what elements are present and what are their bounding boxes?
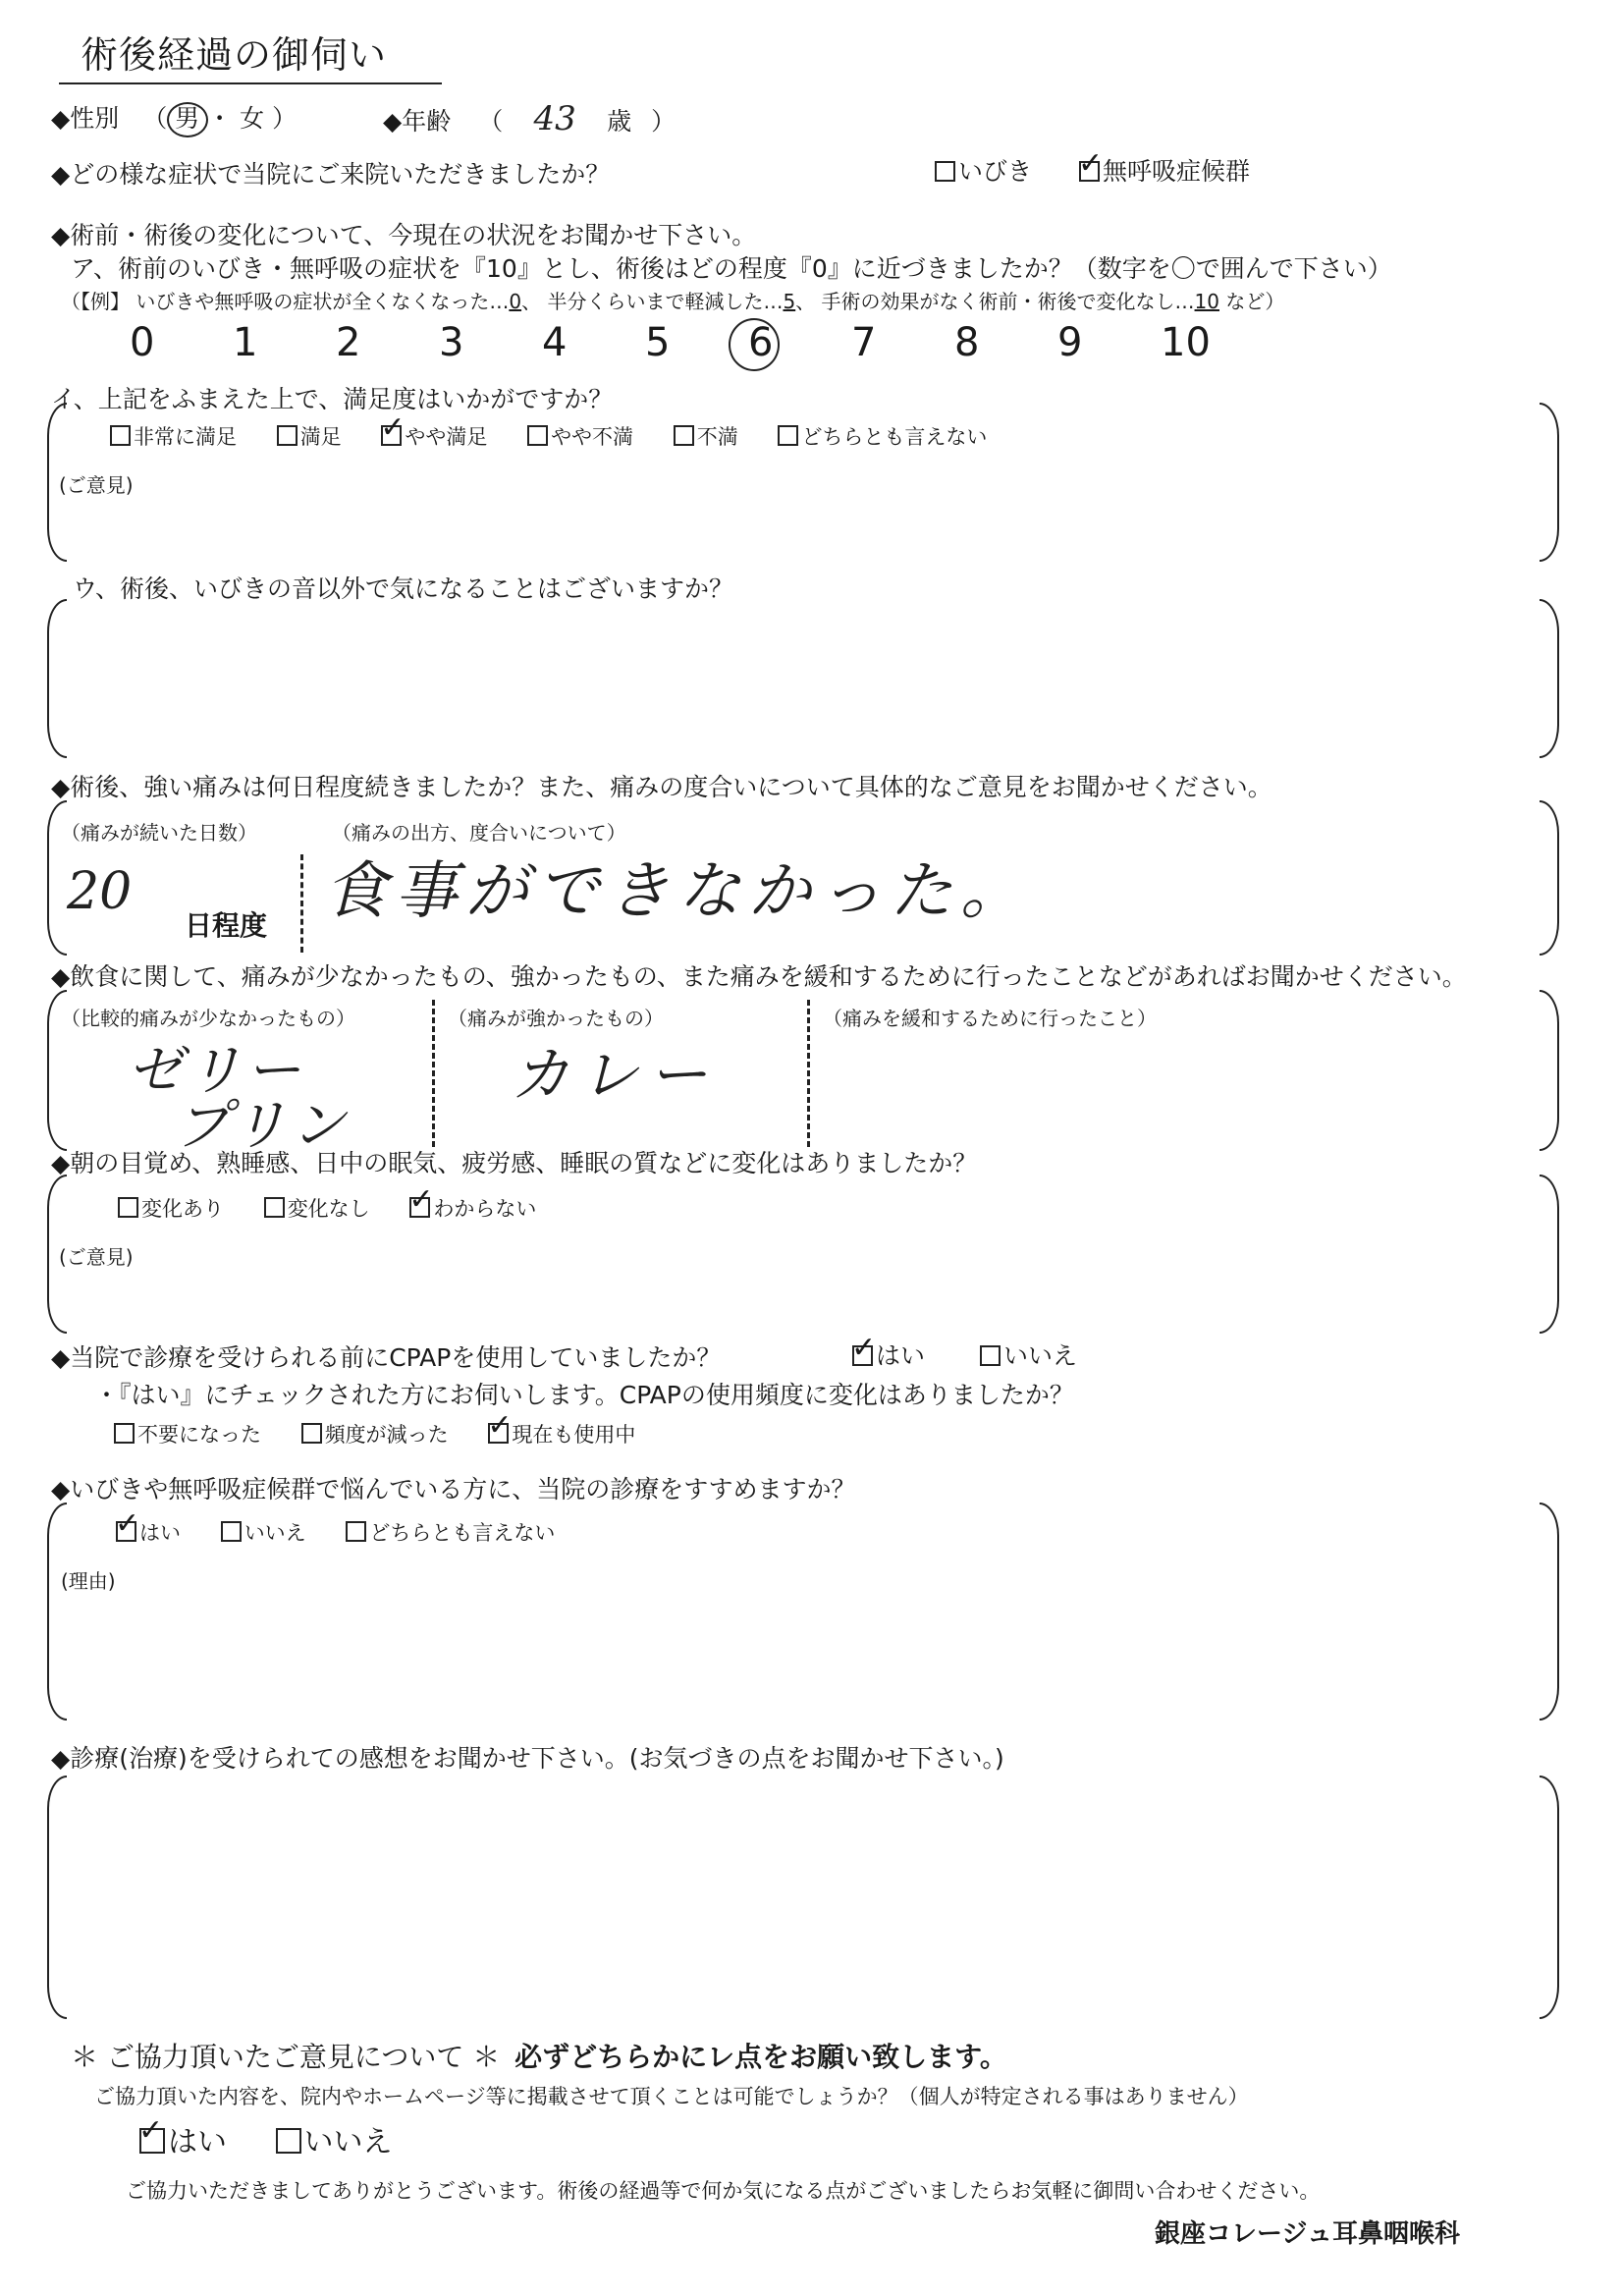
food-col2-label: （痛みが強かったもの） [448,1007,664,1030]
divider [432,1000,435,1147]
option-not-needed[interactable]: 不要になった [114,1422,261,1448]
bracket-right [1540,1175,1559,1334]
pain-days-label: （痛みが続いた日数） [61,821,257,845]
checkbox-checked[interactable] [488,1423,509,1444]
divider [300,854,303,953]
checkbox-checked[interactable] [116,1521,136,1542]
selection-circle [167,102,208,137]
gender-label: ◆性別 [51,104,120,133]
option-apnea[interactable]: ✓ 無呼吸症候群 [1079,157,1250,187]
checkbox[interactable] [980,1345,1001,1366]
opinion-label: (ご意見) [59,473,134,497]
checkbox-checked[interactable] [1079,161,1100,182]
question-cpap: ◆当院で診療を受けられる前にCPAPを使用していましたか？ [51,1343,722,1372]
option-unknown[interactable]: ✓ わからない [409,1196,536,1222]
scale-number[interactable]: 7 [851,320,877,365]
option-changed[interactable]: 変化あり [118,1196,224,1222]
scale-number[interactable]: 10 [1161,320,1211,365]
option-still-using[interactable]: ✓ 現在も使用中 [488,1422,635,1448]
checkbox[interactable] [778,425,798,446]
bracket-right [1540,599,1559,758]
option-neither[interactable]: どちらとも言えない [778,424,987,450]
bracket-right [1540,1776,1559,2019]
satisfaction-options [110,424,1020,450]
question-symptom: ◆どの様な症状で当院にご来院いただきましたか？ [51,160,611,189]
question-food: ◆飲食に関して、痛みが少なかったもの、強かったもの、また痛みを緩和するために行ったことなどがあればお聞かせください。 [51,962,1467,991]
bracket-left [47,599,67,758]
option-ibiki[interactable]: いびき [935,157,1032,187]
scale-number[interactable]: 2 [336,320,361,365]
consent-options [139,2125,426,2160]
checkbox[interactable] [221,1521,242,1542]
scale-number[interactable]: 9 [1057,320,1083,365]
question-other: ウ、術後、いびきの音以外で気になることはございますか？ [73,574,734,603]
checkbox[interactable] [301,1423,322,1444]
pain-degree-label: （痛みの出方、度合いについて） [332,821,626,845]
checkbox[interactable] [935,161,955,182]
scale-number-selected[interactable]: 6 [748,320,774,365]
checkbox-checked[interactable] [139,2128,165,2154]
pain-days-value[interactable]: 20 [67,862,133,921]
thanks-text: ご協力いただきましてありがとうございます。術後の経過等で何か気になる点がございましたらお気軽に御問い合わせください。 [126,2179,1321,2203]
page-title: 術後経過の御伺い [81,33,388,77]
option-satisfied[interactable]: 満足 [277,424,342,450]
opinion-label: (ご意見) [59,1245,134,1269]
checkbox[interactable] [346,1521,366,1542]
gender-row: ◆性別 （ 男 ・ 女 ） [51,104,297,134]
option-consent-no[interactable]: いいえ [276,2125,393,2160]
option-very-satisfied[interactable]: 非常に満足 [110,424,237,450]
recommend-options [116,1520,588,1546]
cpap-followup: ・『はい』にチェックされた方にお伺いします。CPAPの使用頻度に変化はありましたか？ [94,1381,1074,1409]
consent-heading: ＊ ご協力頂いたご意見について ＊ 必ずどちらかにレ点をお願い致します。 [71,2041,1007,2073]
option-cpap-yes[interactable]: ✓ はい [852,1341,925,1371]
gender-female[interactable]: 女 [240,104,265,133]
checkbox-checked[interactable] [381,425,402,446]
age-label: ◆年齢 [383,107,452,136]
scale-number[interactable]: 4 [542,320,568,365]
question-sleep: ◆朝の目覚め、熟睡感、日中の眠気、疲労感、睡眠の質などに変化はありましたか？ [51,1149,978,1177]
option-unsatisfied[interactable]: 不満 [674,424,738,450]
food-col2-value[interactable]: カレー [511,1041,717,1110]
bracket-left [47,1776,67,2019]
option-cpap-no[interactable]: いいえ [980,1341,1077,1371]
question-impression: ◆診療(治療)を受けられての感想をお聞かせ下さい。(お気づきの点をお聞かせ下さい。) [51,1744,1004,1773]
food-col3-label: （痛みを緩和するために行ったこと） [823,1007,1157,1030]
checkbox-checked[interactable] [409,1197,430,1218]
selection-circle [729,318,780,371]
gender-male[interactable]: 男 [175,104,199,134]
bracket-right [1540,403,1559,562]
checkbox[interactable] [114,1423,135,1444]
question-change: ◆術前・術後の変化について、今現在の状況をお聞かせ下さい。 [51,221,757,249]
checkbox[interactable] [118,1197,138,1218]
clinic-name: 銀座コレージュ耳鼻咽喉科 [1155,2219,1460,2249]
question-recommend: ◆いびきや無呼吸症候群で悩んでいる方に、当院の診療をすすめますか？ [51,1475,856,1503]
age-value[interactable]: 43 [533,99,576,138]
checkbox-checked[interactable] [852,1345,873,1366]
option-no-change[interactable]: 変化なし [264,1196,370,1222]
scale-number[interactable]: 3 [439,320,464,365]
checkbox[interactable] [110,425,131,446]
pain-degree-value[interactable]: 食事ができなかった。 [324,855,1031,928]
consent-text: ご協力頂いた内容を、院内やホームページ等に掲載させて頂くことは可能でしょうか？（個人が特定される事はありません） [94,2085,1249,2108]
food-col1-label: （比較的痛みが少なかったもの） [61,1007,355,1030]
option-less-frequent[interactable]: 頻度が減った [301,1422,449,1448]
cpap-followup-options [114,1422,669,1448]
age-row: ◆年齢 （ 43 歳 ） [383,99,676,138]
scale-number[interactable]: 5 [645,320,671,365]
question-pain: ◆術後、強い痛みは何日程度続きましたか？また、痛みの度合いについて具体的なご意見をお聞かせください。 [51,773,1272,801]
option-somewhat-satisfied[interactable]: ✓ やや満足 [381,424,487,450]
reason-label: (理由) [61,1569,116,1593]
change-example: （【例】 いびきや無呼吸の症状が全くなくなった…0、 半分くらいまで軽減した…5、 手術の効果がなく術前・術後で変化なし…10 など） [61,290,1285,313]
bracket-right [1540,1503,1559,1721]
checkbox[interactable] [276,2128,301,2154]
sleep-options [118,1196,569,1222]
pain-days-unit: 日程度 [185,909,268,942]
bracket-right [1540,800,1559,956]
scale-number[interactable]: 0 [130,320,155,365]
question-satisfaction: イ、上記をふまえた上で、満足度はいかがですか？ [51,385,614,413]
scale-numbers [130,320,1264,365]
title-underline [59,82,442,84]
checkbox[interactable] [674,425,694,446]
scale-number[interactable]: 8 [954,320,980,365]
bracket-left [47,1503,67,1721]
bracket-right [1540,990,1559,1151]
checkbox[interactable] [264,1197,285,1218]
option-recommend-yes[interactable]: ✓はい [116,1520,181,1546]
cpap-options [852,1341,1110,1371]
checkbox[interactable] [527,425,548,446]
divider [807,1000,810,1147]
option-somewhat-unsatisfied[interactable]: やや不満 [527,424,633,450]
checkbox[interactable] [277,425,298,446]
option-recommend-neither[interactable]: どちらとも言えない [346,1520,555,1546]
question-change-a: ア、術前のいびき・無呼吸の症状を『10』とし、術後はどの程度『0』に近づきましたか？（数字を〇で囲んで下さい） [71,254,1392,283]
option-recommend-no[interactable]: いいえ [221,1520,306,1546]
food-col1-value-1[interactable]: ゼリー [128,1039,304,1103]
symptom-options [935,157,1283,187]
option-consent-yes[interactable]: ✓はい [139,2125,227,2160]
scale-number[interactable]: 1 [233,320,258,365]
food-col1-value-2[interactable]: プリン [175,1094,350,1158]
